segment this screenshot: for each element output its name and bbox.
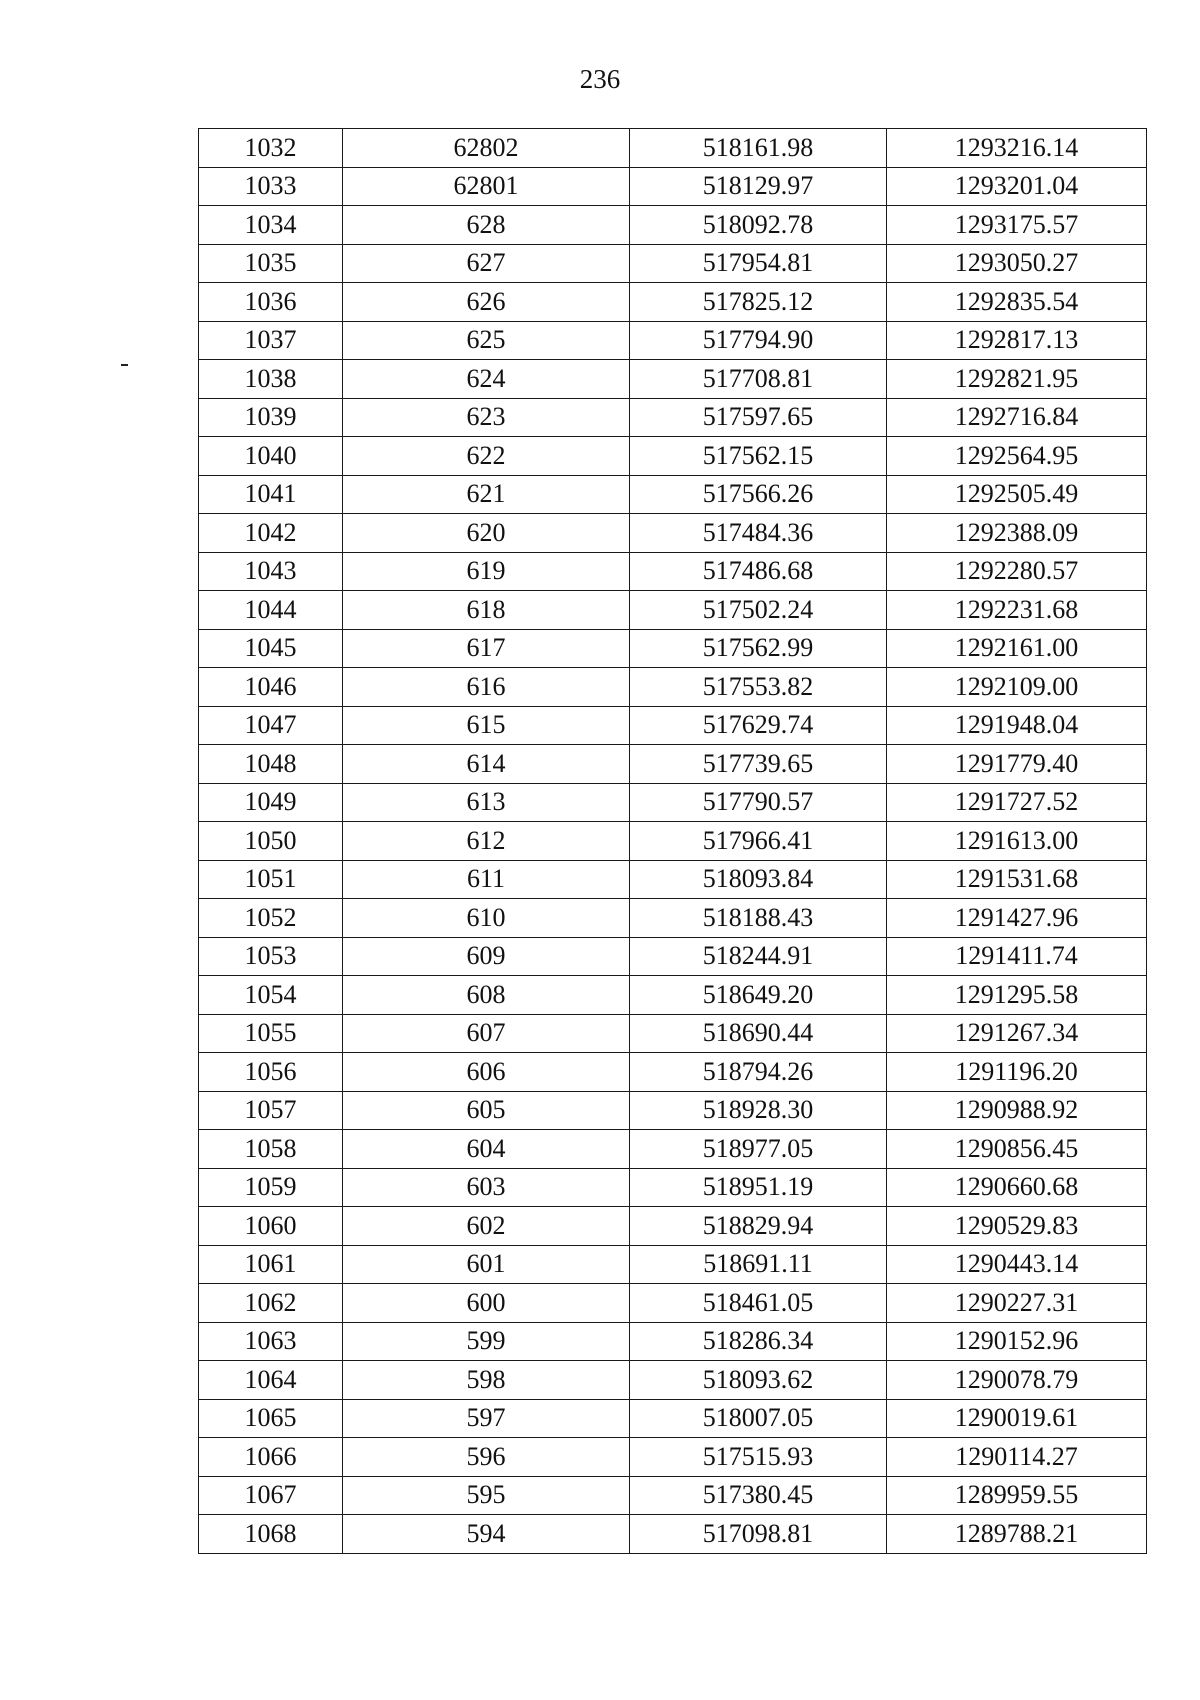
- station-code-cell: 619: [343, 552, 630, 591]
- station-code-cell: 625: [343, 321, 630, 360]
- y-coordinate-cell: 1291196.20: [887, 1053, 1147, 1092]
- table-row: [199, 1515, 1147, 1554]
- table-row: [199, 437, 1147, 476]
- y-coordinate-cell: 1291779.40: [887, 745, 1147, 784]
- station-code-cell: 618: [343, 591, 630, 630]
- x-coordinate-cell: 518977.05: [630, 1130, 887, 1169]
- y-coordinate-cell: 1290529.83: [887, 1207, 1147, 1246]
- y-coordinate-cell: 1292388.09: [887, 514, 1147, 553]
- station-code-cell: 626: [343, 283, 630, 322]
- table-row: [199, 591, 1147, 630]
- coordinates-table-body: [199, 129, 1147, 1554]
- y-coordinate-cell: 1293201.04: [887, 167, 1147, 206]
- point-number-cell: 1051: [199, 860, 343, 899]
- table-row: [199, 1053, 1147, 1092]
- point-number-cell: 1041: [199, 475, 343, 514]
- station-code-cell: 607: [343, 1014, 630, 1053]
- x-coordinate-cell: 518649.20: [630, 976, 887, 1015]
- table-row: [199, 1245, 1147, 1284]
- table-row: [199, 514, 1147, 553]
- station-code-cell: 608: [343, 976, 630, 1015]
- y-coordinate-cell: 1292835.54: [887, 283, 1147, 322]
- point-number-cell: 1062: [199, 1284, 343, 1323]
- point-number-cell: 1068: [199, 1515, 343, 1554]
- station-code-cell: 622: [343, 437, 630, 476]
- y-coordinate-cell: 1290856.45: [887, 1130, 1147, 1169]
- y-coordinate-cell: 1290078.79: [887, 1361, 1147, 1400]
- table-row: [199, 668, 1147, 707]
- x-coordinate-cell: 517486.68: [630, 552, 887, 591]
- x-coordinate-cell: 517553.82: [630, 668, 887, 707]
- x-coordinate-cell: 517502.24: [630, 591, 887, 630]
- x-coordinate-cell: 517484.36: [630, 514, 887, 553]
- station-code-cell: 62801: [343, 167, 630, 206]
- y-coordinate-cell: 1291267.34: [887, 1014, 1147, 1053]
- y-coordinate-cell: 1290443.14: [887, 1245, 1147, 1284]
- point-number-cell: 1052: [199, 899, 343, 938]
- table-row: [199, 822, 1147, 861]
- table-row: [199, 129, 1147, 168]
- x-coordinate-cell: 518093.84: [630, 860, 887, 899]
- point-number-cell: 1059: [199, 1168, 343, 1207]
- y-coordinate-cell: 1290227.31: [887, 1284, 1147, 1323]
- station-code-cell: 595: [343, 1476, 630, 1515]
- station-code-cell: 609: [343, 937, 630, 976]
- station-code-cell: 610: [343, 899, 630, 938]
- table-row: [199, 1130, 1147, 1169]
- y-coordinate-cell: 1292716.84: [887, 398, 1147, 437]
- station-code-cell: 615: [343, 706, 630, 745]
- y-coordinate-cell: 1291411.74: [887, 937, 1147, 976]
- station-code-cell: 628: [343, 206, 630, 245]
- x-coordinate-cell: 518007.05: [630, 1399, 887, 1438]
- point-number-cell: 1060: [199, 1207, 343, 1246]
- x-coordinate-cell: 518188.43: [630, 899, 887, 938]
- table-row: [199, 552, 1147, 591]
- x-coordinate-cell: 518092.78: [630, 206, 887, 245]
- x-coordinate-cell: 518129.97: [630, 167, 887, 206]
- point-number-cell: 1043: [199, 552, 343, 591]
- point-number-cell: 1054: [199, 976, 343, 1015]
- point-number-cell: 1036: [199, 283, 343, 322]
- point-number-cell: 1032: [199, 129, 343, 168]
- point-number-cell: 1040: [199, 437, 343, 476]
- y-coordinate-cell: 1291948.04: [887, 706, 1147, 745]
- point-number-cell: 1047: [199, 706, 343, 745]
- station-code-cell: 605: [343, 1091, 630, 1130]
- x-coordinate-cell: 517515.93: [630, 1438, 887, 1477]
- x-coordinate-cell: 518691.11: [630, 1245, 887, 1284]
- x-coordinate-cell: 517566.26: [630, 475, 887, 514]
- x-coordinate-cell: 517562.99: [630, 629, 887, 668]
- table-row: [199, 1476, 1147, 1515]
- station-code-cell: 602: [343, 1207, 630, 1246]
- point-number-cell: 1066: [199, 1438, 343, 1477]
- x-coordinate-cell: 518093.62: [630, 1361, 887, 1400]
- y-coordinate-cell: 1292505.49: [887, 475, 1147, 514]
- table-row: [199, 360, 1147, 399]
- point-number-cell: 1034: [199, 206, 343, 245]
- y-coordinate-cell: 1292109.00: [887, 668, 1147, 707]
- point-number-cell: 1053: [199, 937, 343, 976]
- point-number-cell: 1042: [199, 514, 343, 553]
- station-code-cell: 613: [343, 783, 630, 822]
- station-code-cell: 603: [343, 1168, 630, 1207]
- point-number-cell: 1050: [199, 822, 343, 861]
- y-coordinate-cell: 1292821.95: [887, 360, 1147, 399]
- y-coordinate-cell: 1290114.27: [887, 1438, 1147, 1477]
- y-coordinate-cell: 1290660.68: [887, 1168, 1147, 1207]
- scan-mark: [121, 364, 128, 366]
- point-number-cell: 1057: [199, 1091, 343, 1130]
- table-row: [199, 167, 1147, 206]
- y-coordinate-cell: 1293216.14: [887, 129, 1147, 168]
- x-coordinate-cell: 518829.94: [630, 1207, 887, 1246]
- page-number: 236: [579, 64, 621, 94]
- point-number-cell: 1033: [199, 167, 343, 206]
- station-code-cell: 614: [343, 745, 630, 784]
- station-code-cell: 617: [343, 629, 630, 668]
- table-row: [199, 745, 1147, 784]
- point-number-cell: 1044: [199, 591, 343, 630]
- y-coordinate-cell: 1291531.68: [887, 860, 1147, 899]
- table-row: [199, 706, 1147, 745]
- x-coordinate-cell: 517098.81: [630, 1515, 887, 1554]
- point-number-cell: 1038: [199, 360, 343, 399]
- table-row: [199, 783, 1147, 822]
- y-coordinate-cell: 1289788.21: [887, 1515, 1147, 1554]
- station-code-cell: 601: [343, 1245, 630, 1284]
- point-number-cell: 1045: [199, 629, 343, 668]
- coordinates-table: [198, 128, 1147, 1554]
- station-code-cell: 599: [343, 1322, 630, 1361]
- table-row: [199, 976, 1147, 1015]
- station-code-cell: 604: [343, 1130, 630, 1169]
- y-coordinate-cell: 1290988.92: [887, 1091, 1147, 1130]
- x-coordinate-cell: 517597.65: [630, 398, 887, 437]
- x-coordinate-cell: 517954.81: [630, 244, 887, 283]
- station-code-cell: 62802: [343, 129, 630, 168]
- y-coordinate-cell: 1291295.58: [887, 976, 1147, 1015]
- x-coordinate-cell: 518244.91: [630, 937, 887, 976]
- point-number-cell: 1039: [199, 398, 343, 437]
- station-code-cell: 621: [343, 475, 630, 514]
- point-number-cell: 1067: [199, 1476, 343, 1515]
- table-row: [199, 937, 1147, 976]
- x-coordinate-cell: 517825.12: [630, 283, 887, 322]
- table-row: [199, 283, 1147, 322]
- point-number-cell: 1048: [199, 745, 343, 784]
- x-coordinate-cell: 517629.74: [630, 706, 887, 745]
- y-coordinate-cell: 1292231.68: [887, 591, 1147, 630]
- x-coordinate-cell: 517708.81: [630, 360, 887, 399]
- station-code-cell: 600: [343, 1284, 630, 1323]
- y-coordinate-cell: 1291613.00: [887, 822, 1147, 861]
- x-coordinate-cell: 517380.45: [630, 1476, 887, 1515]
- x-coordinate-cell: 518161.98: [630, 129, 887, 168]
- x-coordinate-cell: 517562.15: [630, 437, 887, 476]
- table-row: [199, 244, 1147, 283]
- y-coordinate-cell: 1292564.95: [887, 437, 1147, 476]
- x-coordinate-cell: 518286.34: [630, 1322, 887, 1361]
- station-code-cell: 627: [343, 244, 630, 283]
- y-coordinate-cell: 1293050.27: [887, 244, 1147, 283]
- point-number-cell: 1055: [199, 1014, 343, 1053]
- x-coordinate-cell: 518928.30: [630, 1091, 887, 1130]
- point-number-cell: 1046: [199, 668, 343, 707]
- point-number-cell: 1065: [199, 1399, 343, 1438]
- table-row: [199, 899, 1147, 938]
- point-number-cell: 1035: [199, 244, 343, 283]
- table-row: [199, 1014, 1147, 1053]
- point-number-cell: 1061: [199, 1245, 343, 1284]
- station-code-cell: 612: [343, 822, 630, 861]
- table-row: [199, 1207, 1147, 1246]
- station-code-cell: 623: [343, 398, 630, 437]
- x-coordinate-cell: 517794.90: [630, 321, 887, 360]
- table-row: [199, 1322, 1147, 1361]
- x-coordinate-cell: 517966.41: [630, 822, 887, 861]
- table-row: [199, 398, 1147, 437]
- y-coordinate-cell: 1292161.00: [887, 629, 1147, 668]
- y-coordinate-cell: 1290019.61: [887, 1399, 1147, 1438]
- station-code-cell: 597: [343, 1399, 630, 1438]
- y-coordinate-cell: 1292817.13: [887, 321, 1147, 360]
- table-row: [199, 475, 1147, 514]
- station-code-cell: 596: [343, 1438, 630, 1477]
- point-number-cell: 1058: [199, 1130, 343, 1169]
- point-number-cell: 1063: [199, 1322, 343, 1361]
- station-code-cell: 620: [343, 514, 630, 553]
- y-coordinate-cell: 1290152.96: [887, 1322, 1147, 1361]
- table-row: [199, 206, 1147, 245]
- table-row: [199, 1438, 1147, 1477]
- station-code-cell: 624: [343, 360, 630, 399]
- point-number-cell: 1064: [199, 1361, 343, 1400]
- table-row: [199, 629, 1147, 668]
- y-coordinate-cell: 1293175.57: [887, 206, 1147, 245]
- x-coordinate-cell: 518461.05: [630, 1284, 887, 1323]
- x-coordinate-cell: 518794.26: [630, 1053, 887, 1092]
- table-row: [199, 860, 1147, 899]
- point-number-cell: 1056: [199, 1053, 343, 1092]
- x-coordinate-cell: 517790.57: [630, 783, 887, 822]
- station-code-cell: 594: [343, 1515, 630, 1554]
- point-number-cell: 1049: [199, 783, 343, 822]
- table-row: [199, 1361, 1147, 1400]
- station-code-cell: 616: [343, 668, 630, 707]
- y-coordinate-cell: 1291427.96: [887, 899, 1147, 938]
- table-row: [199, 1399, 1147, 1438]
- station-code-cell: 598: [343, 1361, 630, 1400]
- station-code-cell: 606: [343, 1053, 630, 1092]
- table-row: [199, 321, 1147, 360]
- y-coordinate-cell: 1289959.55: [887, 1476, 1147, 1515]
- table-row: [199, 1168, 1147, 1207]
- x-coordinate-cell: 518690.44: [630, 1014, 887, 1053]
- table-row: [199, 1284, 1147, 1323]
- y-coordinate-cell: 1292280.57: [887, 552, 1147, 591]
- x-coordinate-cell: 518951.19: [630, 1168, 887, 1207]
- station-code-cell: 611: [343, 860, 630, 899]
- point-number-cell: 1037: [199, 321, 343, 360]
- x-coordinate-cell: 517739.65: [630, 745, 887, 784]
- table-row: [199, 1091, 1147, 1130]
- y-coordinate-cell: 1291727.52: [887, 783, 1147, 822]
